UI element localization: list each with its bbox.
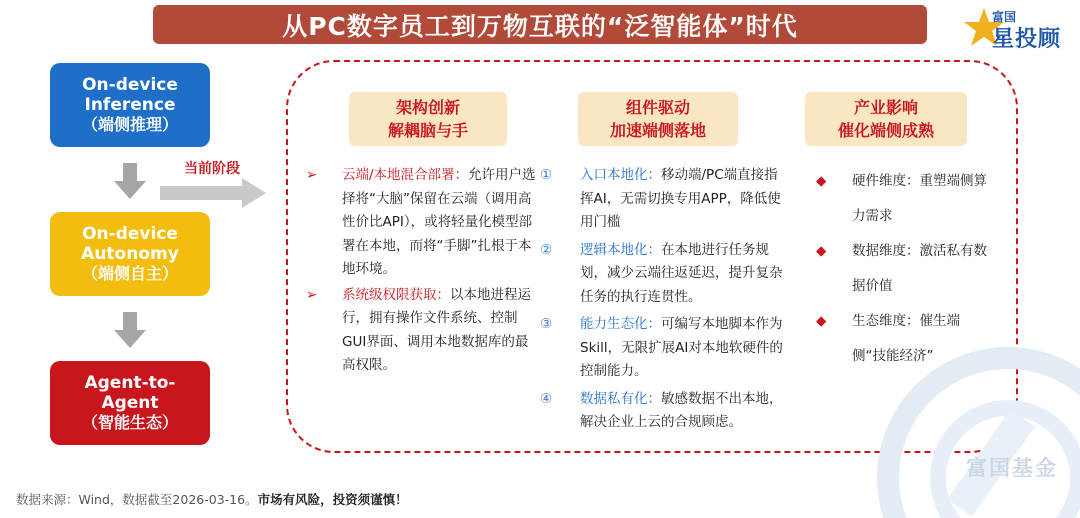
item-text: 数据维度：激活私有数据价值 bbox=[852, 243, 987, 294]
list-item bbox=[816, 234, 992, 304]
item-text: 以本地进程运行，拥有操作文件系统、控制GUI界面、调用本地数据库的最高权限。 bbox=[342, 286, 531, 373]
list-item bbox=[540, 239, 790, 310]
data-source: 数据来源：Wind，数据截至2026-03-16。 bbox=[16, 492, 258, 507]
heading-line: 产业影响 bbox=[853, 98, 918, 117]
component-column bbox=[540, 164, 790, 439]
item-lead: 数据私有化： bbox=[580, 390, 661, 407]
diamond-bullet-icon: ◆ bbox=[816, 173, 827, 189]
watermark-logo-icon bbox=[858, 338, 1080, 518]
right-arrow-icon bbox=[160, 178, 266, 208]
item-text: 硬件维度：重塑端侧算力需求 bbox=[852, 173, 987, 224]
column-heading bbox=[349, 92, 507, 146]
stage-en-label: Agent-to-Agent bbox=[84, 373, 176, 413]
column-heading bbox=[805, 92, 967, 146]
item-lead: 能力生态化： bbox=[580, 316, 661, 332]
stage-autonomy bbox=[50, 212, 210, 296]
item-text: 移动端/PC端直接指挥AI，无需切换专用APP，降低使用门槛 bbox=[580, 167, 781, 230]
item-text: 在本地进行任务规划，减少云端往返延迟，提升复杂任务的执行连贯性。 bbox=[580, 241, 783, 305]
number-marker: ② bbox=[540, 241, 553, 258]
number-marker: ④ bbox=[540, 390, 553, 407]
footer bbox=[16, 490, 408, 508]
list-item bbox=[306, 284, 538, 378]
current-stage-label: 当前阶段 bbox=[184, 161, 240, 177]
list-item bbox=[540, 164, 790, 235]
down-arrow-icon bbox=[114, 163, 146, 199]
diamond-bullet-icon: ◆ bbox=[816, 313, 827, 329]
number-marker: ① bbox=[540, 167, 553, 183]
stage-cn-label: （端侧推理） bbox=[81, 115, 178, 134]
heading-line: 解耦脑与手 bbox=[387, 121, 468, 140]
heading-line: 催化端侧成熟 bbox=[837, 121, 934, 140]
list-item bbox=[540, 388, 790, 435]
item-lead: 系统级权限获取： bbox=[342, 286, 450, 303]
list-item bbox=[306, 164, 538, 282]
list-item bbox=[816, 164, 992, 234]
item-text: 允许用户选择将“大脑”保留在云端（调用高性价比API），或将轻量化模型部署在本地，而将“手脚”扎根于本地环境。 bbox=[342, 167, 536, 277]
heading-line: 加速端侧落地 bbox=[609, 121, 706, 140]
number-marker: ③ bbox=[540, 316, 553, 332]
architecture-column bbox=[306, 164, 538, 380]
stage-en-label: On-device Autonomy bbox=[81, 224, 179, 264]
heading-line: 架构创新 bbox=[395, 98, 460, 117]
watermark-text: 富国基金 bbox=[966, 456, 1058, 480]
item-lead: 云端/本地混合部署： bbox=[342, 167, 469, 183]
arrow-bullet-icon: ➢ bbox=[306, 286, 318, 303]
stage-en-label: On-device Inference bbox=[82, 75, 178, 115]
item-text: 敏感数据不出本地，解决企业上云的合规顾虑。 bbox=[580, 390, 783, 430]
item-lead: 逻辑本地化： bbox=[580, 241, 661, 258]
page-title: 从PC数字员工到万物互联的“泛智能体”时代 bbox=[153, 5, 927, 44]
stage-agent-to-agent bbox=[50, 361, 210, 445]
list-item bbox=[540, 313, 790, 384]
stage-inference bbox=[50, 63, 210, 147]
item-text: 生态维度：催生端侧“技能经济” bbox=[852, 313, 960, 364]
column-heading bbox=[578, 92, 738, 146]
risk-warning: 市场有风险，投资须谨慎！ bbox=[257, 492, 408, 507]
stage-cn-label: （端侧自主） bbox=[81, 264, 178, 283]
logo-line1: 富国 bbox=[992, 10, 1017, 24]
down-arrow-icon bbox=[114, 312, 146, 348]
brand-logo bbox=[962, 6, 1074, 52]
arrow-bullet-icon: ➢ bbox=[306, 167, 318, 183]
heading-line: 组件驱动 bbox=[625, 98, 690, 117]
logo-line2: 星投顾 bbox=[992, 27, 1062, 52]
item-text: 可编写本地脚本作为Skill，无限扩展AI对本地软硬件的控制能力。 bbox=[580, 316, 783, 379]
diamond-bullet-icon: ◆ bbox=[816, 243, 827, 259]
item-lead: 入口本地化： bbox=[580, 167, 661, 183]
stage-cn-label: （智能生态） bbox=[81, 413, 178, 432]
